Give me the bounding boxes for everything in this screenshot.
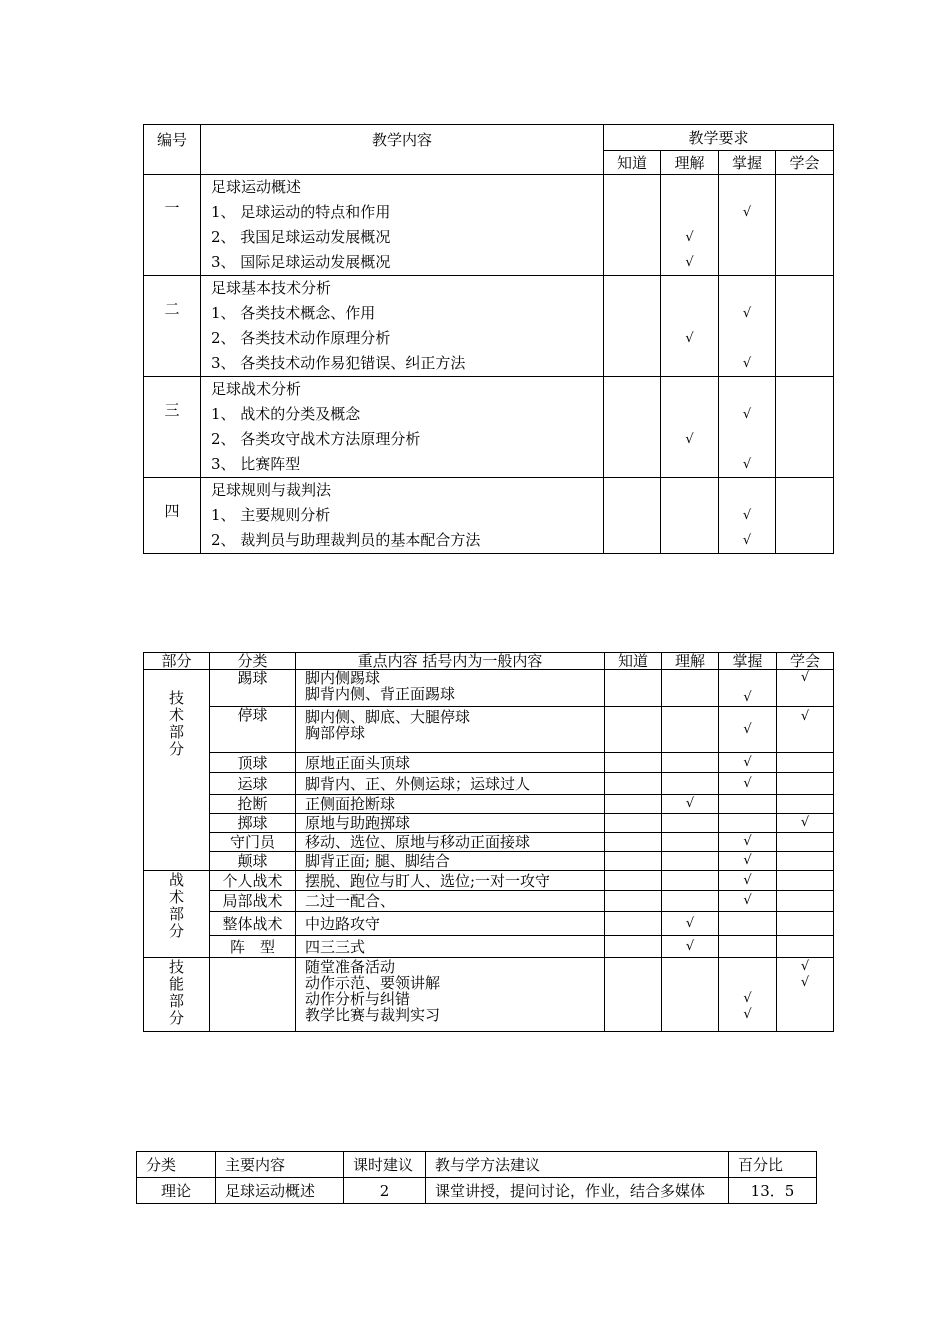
check-mark bbox=[719, 377, 775, 402]
learn-cell bbox=[777, 871, 834, 891]
header-hours: 课时建议 bbox=[344, 1152, 426, 1178]
know-cell bbox=[605, 852, 662, 871]
check-mark bbox=[719, 427, 775, 452]
content-line: 脚内侧踢球 bbox=[305, 669, 381, 687]
know-cell bbox=[605, 795, 662, 814]
section-row bbox=[144, 478, 834, 554]
section-content bbox=[201, 276, 604, 377]
percent-cell: 13．5 bbox=[729, 1178, 817, 1204]
section-title: 足球规则与裁判法 bbox=[211, 481, 332, 499]
master-cell bbox=[719, 795, 777, 814]
part-char: 分 bbox=[168, 740, 184, 758]
know-cell bbox=[605, 912, 662, 936]
check-mark: √ bbox=[742, 356, 752, 371]
section-content bbox=[201, 478, 604, 554]
master-cell: √ bbox=[719, 753, 777, 773]
category-cell: 颠球 bbox=[210, 852, 296, 871]
know-cell bbox=[605, 814, 662, 833]
hours-allocation-table bbox=[136, 1151, 817, 1204]
check-mark bbox=[719, 276, 775, 301]
learn-cell bbox=[777, 773, 834, 795]
understand-cell bbox=[662, 773, 719, 795]
understand-cell bbox=[662, 753, 719, 773]
know-cell bbox=[605, 958, 662, 1032]
master-cell bbox=[719, 958, 777, 1032]
check-mark bbox=[719, 975, 776, 991]
learn-cell bbox=[777, 753, 834, 773]
understand-cell bbox=[662, 871, 719, 891]
check-mark bbox=[661, 402, 718, 427]
know-cell bbox=[605, 773, 662, 795]
check-mark bbox=[719, 959, 776, 975]
know-cell bbox=[605, 670, 662, 707]
method-cell: 课堂讲授，提问讨论，作业，结合多媒体 bbox=[426, 1178, 729, 1204]
header-understand: 理解 bbox=[662, 653, 719, 670]
learn-cell bbox=[776, 175, 834, 276]
section-number: 三 bbox=[144, 377, 201, 478]
know-cell bbox=[604, 175, 661, 276]
content-cell: 足球运动概述 bbox=[216, 1178, 344, 1204]
learn-cell bbox=[777, 833, 834, 852]
content-cell: 脚背正面; 腿、脚结合 bbox=[296, 852, 605, 871]
know-cell bbox=[605, 707, 662, 753]
check-mark bbox=[661, 528, 718, 553]
section-item: 3、 各类技术动作易犯错误、纠正方法 bbox=[211, 354, 466, 372]
section-number: 四 bbox=[144, 478, 201, 554]
understand-cell bbox=[661, 377, 719, 478]
learn-cell bbox=[776, 377, 834, 478]
content-line: 动作分析与纠错 bbox=[305, 990, 411, 1008]
part-char: 部 bbox=[168, 992, 184, 1010]
part-char: 术 bbox=[168, 888, 184, 906]
section-item: 1、 战术的分类及概念 bbox=[211, 405, 361, 423]
check-mark: √ bbox=[742, 407, 752, 422]
content-line: 教学比赛与裁判实习 bbox=[305, 1006, 441, 1024]
know-cell bbox=[605, 753, 662, 773]
table-row bbox=[137, 1178, 817, 1204]
category-cell: 掷球 bbox=[210, 814, 296, 833]
check-mark: √ bbox=[742, 205, 752, 220]
header-master: 掌握 bbox=[719, 151, 776, 175]
understand-cell bbox=[662, 833, 719, 852]
part-char: 能 bbox=[168, 975, 184, 993]
understand-cell: √ bbox=[662, 936, 719, 958]
learn-cell bbox=[777, 852, 834, 871]
understand-cell bbox=[662, 814, 719, 833]
section-item: 1、 主要规则分析 bbox=[211, 506, 331, 524]
learn-cell bbox=[776, 478, 834, 554]
content-line: 脚内侧、脚底、大腿停球 bbox=[305, 708, 471, 726]
master-cell: √ bbox=[719, 670, 777, 707]
master-cell bbox=[719, 814, 777, 833]
master-cell bbox=[719, 377, 776, 478]
category-cell: 阵 型 bbox=[210, 936, 296, 958]
know-cell bbox=[604, 377, 661, 478]
header-category: 分类 bbox=[137, 1152, 216, 1178]
category-cell: 停球 bbox=[210, 707, 296, 753]
section-item: 1、 足球运动的特点和作用 bbox=[211, 203, 391, 221]
know-cell bbox=[605, 871, 662, 891]
section-item: 2、 各类攻守战术方法原理分析 bbox=[211, 430, 421, 448]
part-tactics bbox=[144, 871, 210, 958]
understand-cell bbox=[661, 478, 719, 554]
understand-cell bbox=[661, 276, 719, 377]
header-part: 部分 bbox=[144, 653, 210, 670]
header-main-content: 主要内容 bbox=[216, 1152, 344, 1178]
teaching-requirements-table bbox=[143, 124, 834, 554]
understand-cell bbox=[661, 175, 719, 276]
section-item: 2、 裁判员与助理裁判员的基本配合方法 bbox=[211, 531, 481, 549]
understand-cell bbox=[662, 670, 719, 707]
part-char: 分 bbox=[168, 1009, 184, 1027]
check-mark bbox=[719, 478, 775, 503]
check-mark: √ bbox=[685, 432, 694, 447]
check-mark bbox=[661, 503, 718, 528]
section-row bbox=[144, 377, 834, 478]
know-cell bbox=[605, 936, 662, 958]
part-skills bbox=[144, 958, 210, 1032]
header-content: 教学内容 bbox=[201, 125, 604, 175]
content-cell: 移动、选位、原地与移动正面接球 bbox=[296, 833, 605, 852]
master-cell: √ bbox=[719, 707, 777, 753]
master-cell bbox=[719, 478, 776, 554]
part-char: 技 bbox=[168, 689, 184, 707]
content-cell: 脚背内、正、外侧运球；运球过人 bbox=[296, 773, 605, 795]
section-row bbox=[144, 276, 834, 377]
header-category: 分类 bbox=[210, 653, 296, 670]
header-percent: 百分比 bbox=[729, 1152, 817, 1178]
understand-cell: √ bbox=[662, 912, 719, 936]
learn-cell bbox=[776, 276, 834, 377]
check-mark bbox=[777, 1007, 833, 1023]
section-item: 2、 各类技术动作原理分析 bbox=[211, 329, 391, 347]
know-cell bbox=[605, 891, 662, 912]
header-know: 知道 bbox=[605, 653, 662, 670]
category-cell: 守门员 bbox=[210, 833, 296, 852]
header-learn: 学会 bbox=[777, 653, 834, 670]
check-mark bbox=[661, 175, 718, 200]
check-mark: √ bbox=[685, 255, 694, 270]
learn-cell bbox=[777, 958, 834, 1032]
learn-cell: √ bbox=[777, 707, 834, 753]
learn-cell bbox=[777, 912, 834, 936]
header-understand: 理解 bbox=[661, 151, 719, 175]
check-mark bbox=[661, 351, 718, 376]
category-cell bbox=[210, 958, 296, 1032]
section-title: 足球运动概述 bbox=[211, 178, 302, 196]
header-num: 编号 bbox=[144, 125, 201, 175]
master-cell bbox=[719, 276, 776, 377]
section-number: 一 bbox=[144, 175, 201, 276]
check-mark bbox=[661, 276, 718, 301]
check-mark: √ bbox=[742, 306, 752, 321]
category-cell: 运球 bbox=[210, 773, 296, 795]
check-mark bbox=[661, 301, 718, 326]
content-cell: 原地与助跑掷球 bbox=[296, 814, 605, 833]
check-mark bbox=[719, 175, 775, 200]
content-cell: 摆脱、跑位与盯人、选位;一对一攻守 bbox=[296, 871, 605, 891]
part-technique bbox=[144, 670, 210, 871]
know-cell bbox=[604, 478, 661, 554]
content-cell bbox=[296, 707, 605, 753]
category-cell: 理论 bbox=[137, 1178, 216, 1204]
header-method: 教与学方法建议 bbox=[426, 1152, 729, 1178]
content-cell: 原地正面头顶球 bbox=[296, 753, 605, 773]
check-mark: √ bbox=[800, 959, 810, 974]
check-mark: √ bbox=[685, 331, 694, 346]
understand-cell bbox=[662, 891, 719, 912]
header-master: 掌握 bbox=[719, 653, 777, 670]
master-cell bbox=[719, 175, 776, 276]
check-mark: √ bbox=[800, 975, 810, 990]
check-mark bbox=[719, 326, 775, 351]
header-key-content: 重点内容 括号内为一般内容 bbox=[296, 653, 605, 670]
content-line: 胸部停球 bbox=[305, 724, 366, 742]
master-cell: √ bbox=[719, 871, 777, 891]
check-mark bbox=[719, 250, 775, 275]
check-mark: √ bbox=[685, 230, 694, 245]
check-mark: √ bbox=[742, 457, 752, 472]
understand-cell bbox=[662, 852, 719, 871]
header-know: 知道 bbox=[604, 151, 661, 175]
content-cell: 中边路攻守 bbox=[296, 912, 605, 936]
check-mark: √ bbox=[743, 1007, 752, 1022]
category-cell: 个人战术 bbox=[210, 871, 296, 891]
check-mark bbox=[661, 377, 718, 402]
master-cell: √ bbox=[719, 852, 777, 871]
learn-cell: √ bbox=[777, 814, 834, 833]
category-cell: 整体战术 bbox=[210, 912, 296, 936]
check-mark bbox=[661, 200, 718, 225]
category-cell: 顶球 bbox=[210, 753, 296, 773]
header-learn: 学会 bbox=[776, 151, 834, 175]
know-cell bbox=[605, 833, 662, 852]
learn-cell bbox=[777, 891, 834, 912]
category-cell: 抢断 bbox=[210, 795, 296, 814]
key-content-table bbox=[143, 652, 834, 1032]
check-mark bbox=[661, 478, 718, 503]
section-item: 1、 各类技术概念、作用 bbox=[211, 304, 376, 322]
understand-cell bbox=[662, 707, 719, 753]
content-line: 动作示范、要领讲解 bbox=[305, 974, 441, 992]
master-cell bbox=[719, 936, 777, 958]
content-cell: 正侧面抢断球 bbox=[296, 795, 605, 814]
understand-cell: √ bbox=[662, 795, 719, 814]
section-title: 足球基本技术分析 bbox=[211, 279, 332, 297]
check-mark bbox=[777, 991, 833, 1007]
check-mark: √ bbox=[742, 533, 752, 548]
understand-cell bbox=[662, 958, 719, 1032]
master-cell: √ bbox=[719, 891, 777, 912]
section-content bbox=[201, 175, 604, 276]
part-char: 战 bbox=[168, 871, 184, 889]
section-number: 二 bbox=[144, 276, 201, 377]
master-cell bbox=[719, 912, 777, 936]
part-char: 术 bbox=[168, 706, 184, 724]
category-cell: 踢球 bbox=[210, 670, 296, 707]
section-item: 2、 我国足球运动发展概况 bbox=[211, 228, 391, 246]
check-mark bbox=[661, 452, 718, 477]
part-char: 技 bbox=[168, 958, 184, 976]
hours-cell: 2 bbox=[344, 1178, 426, 1204]
check-mark: √ bbox=[743, 991, 752, 1006]
master-cell: √ bbox=[719, 773, 777, 795]
content-cell: 二过一配合、 bbox=[296, 891, 605, 912]
header-requirements: 教学要求 bbox=[604, 125, 834, 151]
section-content bbox=[201, 377, 604, 478]
section-item: 3、 比赛阵型 bbox=[211, 455, 301, 473]
category-cell: 局部战术 bbox=[210, 891, 296, 912]
know-cell bbox=[604, 276, 661, 377]
check-mark: √ bbox=[742, 508, 752, 523]
content-line: 脚背内侧、背正面踢球 bbox=[305, 685, 456, 703]
section-title: 足球战术分析 bbox=[211, 380, 302, 398]
learn-cell: √ bbox=[777, 670, 834, 707]
learn-cell bbox=[777, 936, 834, 958]
part-char: 部 bbox=[168, 905, 184, 923]
content-cell bbox=[296, 958, 605, 1032]
part-char: 部 bbox=[168, 723, 184, 741]
part-char: 分 bbox=[168, 922, 184, 940]
section-item: 3、 国际足球运动发展概况 bbox=[211, 253, 391, 271]
content-cell bbox=[296, 670, 605, 707]
check-mark bbox=[719, 225, 775, 250]
content-cell: 四三三式 bbox=[296, 936, 605, 958]
learn-cell bbox=[777, 795, 834, 814]
section-row bbox=[144, 175, 834, 276]
master-cell: √ bbox=[719, 833, 777, 852]
content-line: 随堂准备活动 bbox=[305, 958, 396, 976]
